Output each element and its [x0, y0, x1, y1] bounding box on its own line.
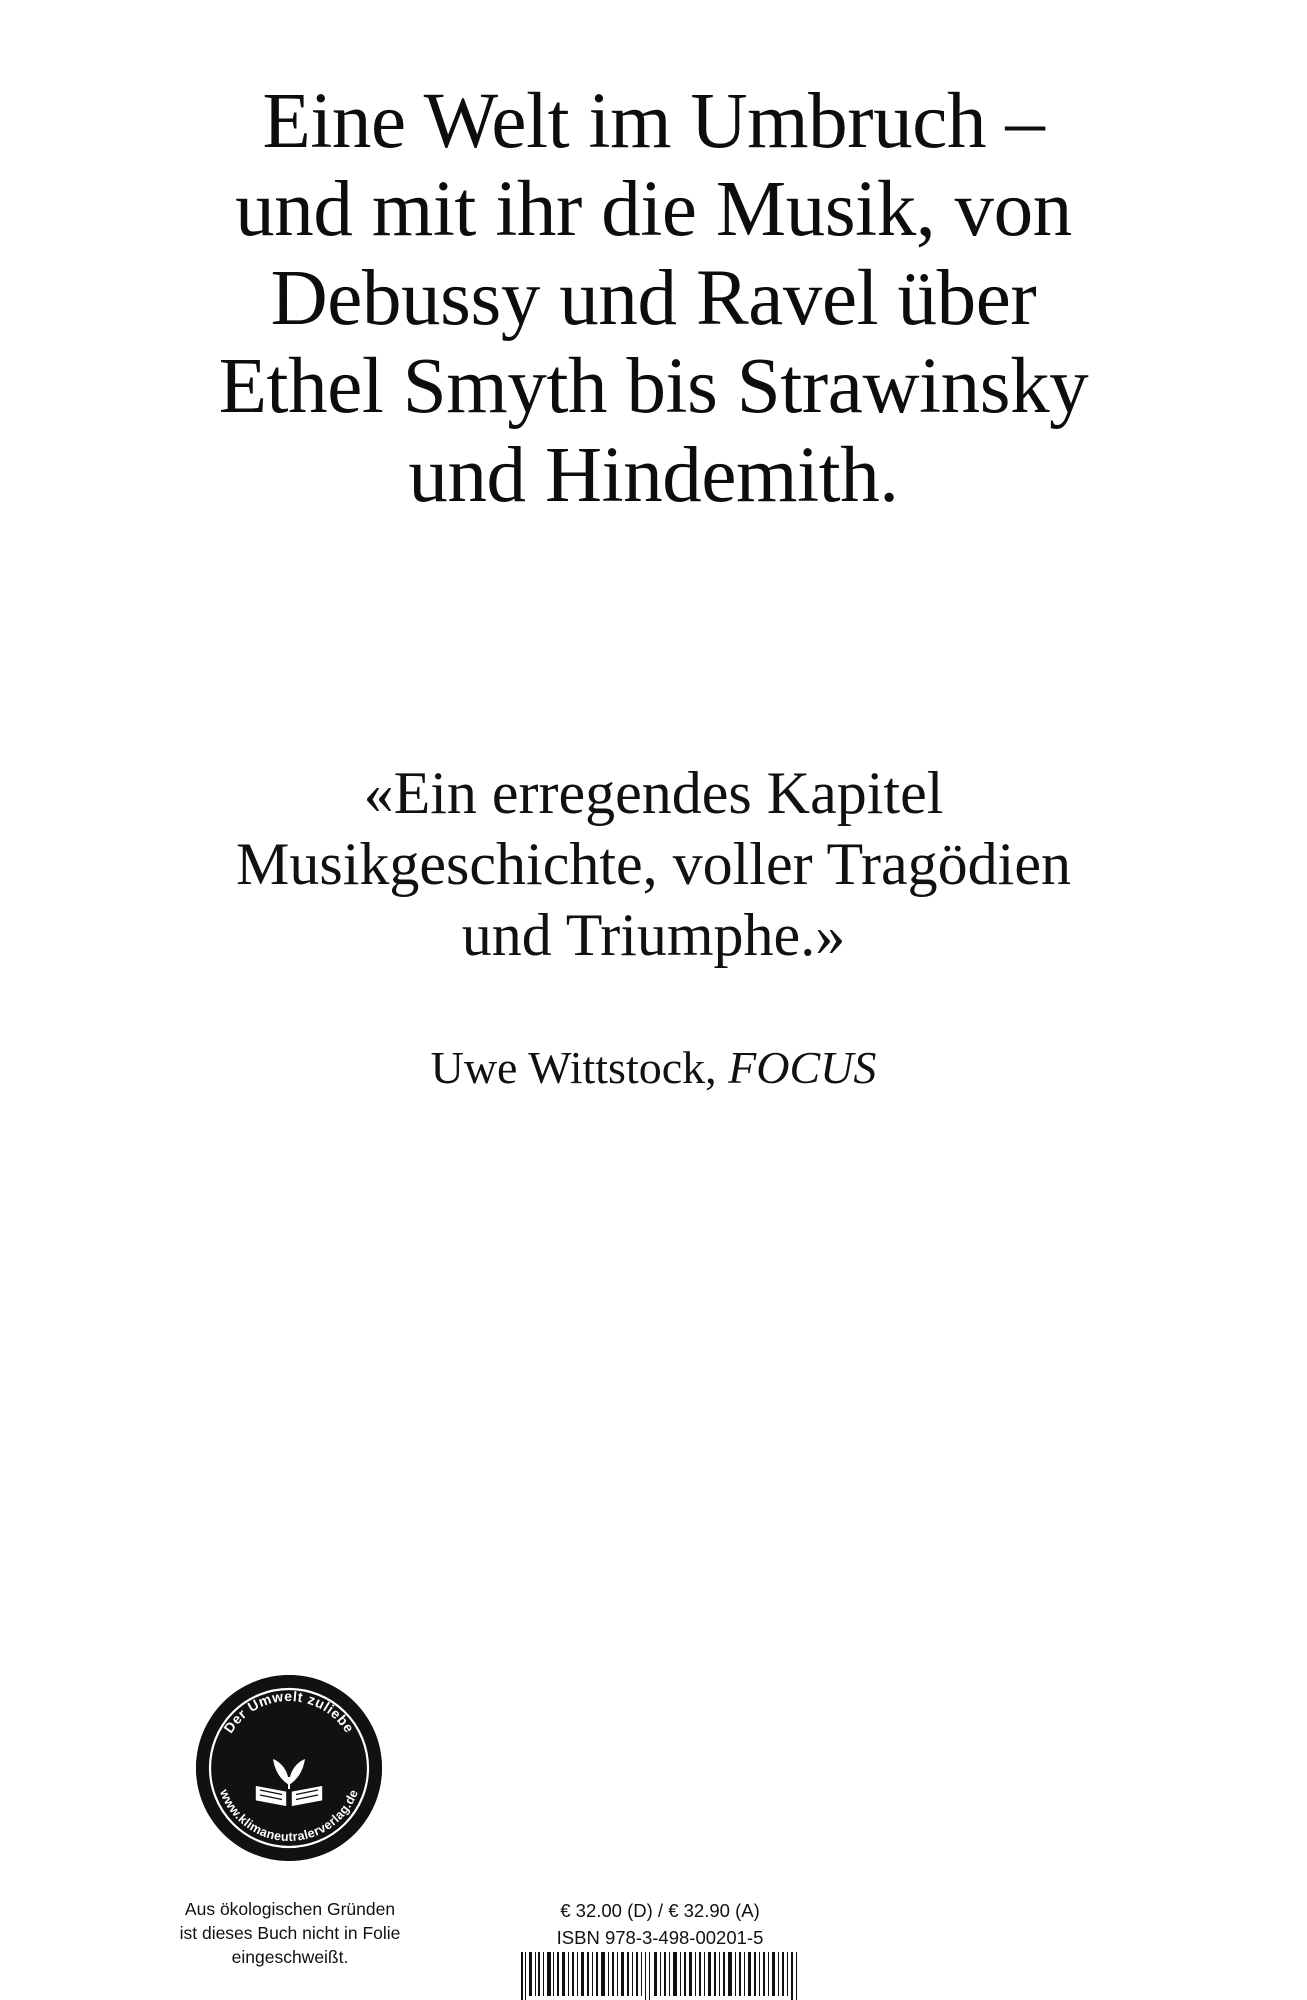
eco-note-line-1: Aus ökologischen Gründen	[184, 1899, 396, 1919]
headline-line-5: und Hindemith.	[408, 431, 899, 519]
pull-quote	[110, 758, 1197, 970]
quote-line-3: und Triumphe.»	[461, 901, 846, 968]
headline-line-4: Ethel Smyth bis Strawinsky	[218, 343, 1089, 431]
quote-attribution-name: Uwe Wittstock,	[430, 1042, 729, 1093]
price-text: € 32.00 (D) / € 32.90 (A)	[560, 1900, 760, 1921]
eco-note-line-3: eingeschweißt.	[231, 1946, 349, 1967]
eco-note	[150, 1898, 430, 1969]
headline-line-3: Debussy und Ravel über	[270, 254, 1037, 342]
quote-attribution	[110, 1040, 1197, 1095]
quote-line-1: «Ein erregendes Kapitel	[363, 760, 944, 826]
svg-text:Der Umwelt zuliebe: Der Umwelt zuliebe	[220, 1687, 358, 1736]
quote-line-2: Musikgeschichte, voller Tragödien	[236, 830, 1071, 897]
price-isbn-block	[500, 1898, 820, 1952]
eco-seal	[196, 1675, 382, 1861]
headline-line-2: und mit ihr die Musik, von	[235, 166, 1072, 254]
isbn-text: ISBN 978-3-498-00201-5	[556, 1926, 764, 1948]
headline-line-1: Eine Welt im Umbruch –	[262, 78, 1045, 165]
cover-headline	[95, 78, 1212, 520]
ean13-barcode	[519, 1952, 801, 2000]
svg-text:www.klimaneutralerverlag.de: www.klimaneutralerverlag.de	[217, 1787, 361, 1845]
eco-seal-disc	[196, 1675, 382, 1861]
eco-note-line-2: ist dieses Buch nicht in Folie	[179, 1922, 401, 1943]
quote-attribution-source: FOCUS	[728, 1042, 877, 1093]
